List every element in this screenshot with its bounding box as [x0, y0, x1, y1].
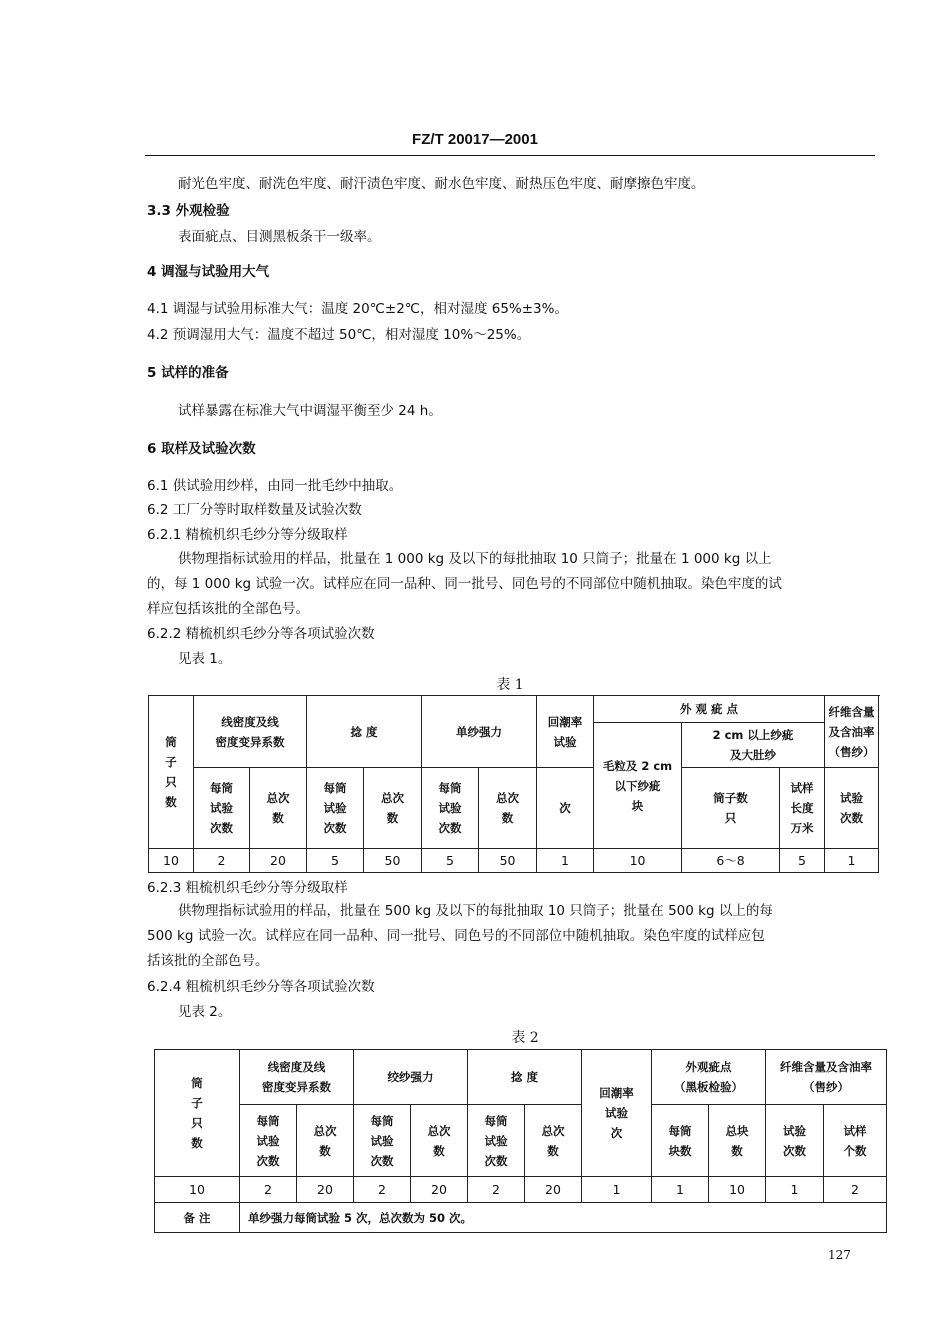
body-line: 供物理指标试验用的样品，批量在 1 000 kg 及以下的每批抽取 10 只筒子；批量在 1 000 kg 以上: [178, 551, 772, 567]
body-line: 6.2.2 精梳机织毛纱分等各项试验次数: [147, 626, 375, 642]
t1-head-per-tube: 每筒 试验 次数: [307, 768, 364, 849]
t2-note-label: 备 注: [155, 1203, 240, 1233]
body-line: 见表 2。: [178, 1004, 232, 1020]
body-line: 6.2.3 粗梳机织毛纱分等分级取样: [147, 880, 348, 896]
t1-head-small-defects: 毛粒及 2 cm 以下纱疵 块: [594, 723, 682, 849]
t1-head-per-tube: 每筒 试验 次数: [194, 768, 250, 849]
t1-head-fiber: 纤维含量 及含油率 （售纱）: [825, 696, 879, 768]
t1-cell: 1: [537, 849, 594, 873]
section-heading: 4 调湿与试验用大气: [147, 264, 270, 280]
t2-head-total: 总次 数: [411, 1105, 468, 1177]
t1-head-tube: 筒 子 只 数: [149, 696, 194, 849]
section-heading: 5 试样的准备: [147, 365, 229, 381]
t1-cell: 10: [594, 849, 682, 873]
t2-cell: 20: [525, 1177, 582, 1203]
body-line: 500 kg 试验一次。试样应在同一品种、同一批号、同色号的不同部位中随机抽取。染色牢度的试样应包: [147, 928, 765, 944]
table2: [154, 1049, 887, 1233]
t2-cell: 1: [766, 1177, 824, 1203]
t1-head-total: 总次 数: [364, 768, 422, 849]
t2-cell: 10: [155, 1177, 240, 1203]
t2-head-tests: 试验 次数: [766, 1105, 824, 1177]
body-line: 样应包括该批的全部色号。: [147, 601, 309, 617]
t2-cell: 20: [297, 1177, 354, 1203]
t2-cell: 20: [411, 1177, 468, 1203]
t1-cell: 10: [149, 849, 194, 873]
t2-head-per-tube: 每筒 试验 次数: [354, 1105, 411, 1177]
t1-head-total: 总次 数: [250, 768, 307, 849]
t2-head-density: 线密度及线 密度变异系数: [240, 1050, 354, 1105]
body-line: 6.2 工厂分等时取样数量及试验次数: [147, 502, 362, 518]
t2-head-total-blocks: 总块 数: [709, 1105, 766, 1177]
t1-head-defects: 外 观 疵 点: [594, 696, 825, 723]
body-line: 试样暴露在标准大气中调湿平衡至少 24 h。: [178, 403, 442, 419]
body-line: 供物理指标试验用的样品，批量在 500 kg 及以下的每批抽取 10 只筒子；批量在 500 kg 以上的每: [178, 903, 773, 919]
body-line: 括该批的全部色号。: [147, 953, 269, 969]
t2-head-regain: 回潮率 试验 次: [582, 1050, 652, 1177]
t1-cell: 50: [364, 849, 422, 873]
body-line: 6.1 供试验用纱样，由同一批毛纱中抽取。: [147, 478, 403, 494]
t1-cell: 5: [780, 849, 825, 873]
t2-cell: 2: [354, 1177, 411, 1203]
section-heading: 6 取样及试验次数: [147, 441, 256, 457]
t1-head-regain-unit: 次: [537, 768, 594, 849]
t1-cell: 1: [825, 849, 879, 873]
body-line: 的，每 1 000 kg 试验一次。试样应在同一品种、同一批号、同色号的不同部位中随机抽取。染色牢度的试: [147, 576, 782, 592]
t2-note: 单纱强力每筒试验 5 次，总次数为 50 次。: [240, 1203, 887, 1233]
t1-head-per-tube: 每筒 试验 次数: [422, 768, 479, 849]
t1-head-total: 总次 数: [479, 768, 537, 849]
table1: [148, 695, 879, 873]
t2-cell: 2: [824, 1177, 887, 1203]
t2-head-total: 总次 数: [297, 1105, 354, 1177]
t2-head-samples: 试样 个数: [824, 1105, 887, 1177]
t1-head-regain: 回潮率 试验: [537, 696, 594, 768]
t2-cell: 10: [709, 1177, 766, 1203]
body-line: 6.2.4 粗梳机织毛纱分等各项试验次数: [147, 979, 375, 995]
t1-cell: 2: [194, 849, 250, 873]
t1-head-twist: 捻 度: [307, 696, 422, 768]
t2-cell: 2: [468, 1177, 525, 1203]
table2-caption: 表 2: [511, 1030, 539, 1046]
header-rule: [145, 155, 875, 156]
t1-cell: 5: [307, 849, 364, 873]
t2-head-defects: 外观疵点 （黑板检验）: [652, 1050, 766, 1105]
t2-head-tube: 筒 子 只 数: [155, 1050, 240, 1177]
t2-head-strength: 绞纱强力: [354, 1050, 468, 1105]
page-number: 127: [828, 1248, 851, 1262]
t1-head-density: 线密度及线 密度变异系数: [194, 696, 307, 768]
t2-head-per-tube: 每筒 试验 次数: [240, 1105, 297, 1177]
t2-head-blocks: 每筒 块数: [652, 1105, 709, 1177]
standard-code: FZ/T 20017—2001: [412, 131, 538, 148]
t1-head-tubes-count: 筒子数 只: [682, 768, 780, 849]
t2-cell: 1: [652, 1177, 709, 1203]
t2-head-twist: 捻 度: [468, 1050, 582, 1105]
t1-cell: 6～8: [682, 849, 780, 873]
body-line: 耐光色牢度、耐洗色牢度、耐汗渍色牢度、耐水色牢度、耐热压色牢度、耐摩擦色牢度。: [178, 176, 705, 192]
t1-cell: 5: [422, 849, 479, 873]
body-line: 表面疵点、目测黑板条干一级率。: [178, 229, 381, 245]
t1-cell: 50: [479, 849, 537, 873]
t1-cell: 20: [250, 849, 307, 873]
section-heading: 3.3 外观检验: [147, 203, 230, 219]
body-line: 见表 1。: [178, 651, 232, 667]
t1-head-length: 试样 长度 万米: [780, 768, 825, 849]
body-line: 4.1 调湿与试验用标准大气：温度 20℃±2℃，相对湿度 65%±3%。: [147, 301, 568, 317]
t2-head-total: 总次 数: [525, 1105, 582, 1177]
table1-caption: 表 1: [496, 677, 524, 693]
t2-head-fiber: 纤维含量及含油率 （售纱）: [766, 1050, 887, 1105]
t2-head-per-tube: 每筒 试验 次数: [468, 1105, 525, 1177]
t1-head-strength: 单纱强力: [422, 696, 537, 768]
t1-head-large-defects: 2 cm 以上纱疵 及大肚纱: [682, 723, 825, 768]
t2-cell: 1: [582, 1177, 652, 1203]
body-line: 4.2 预调湿用大气：温度不超过 50℃，相对湿度 10%～25%。: [147, 327, 531, 343]
body-line: 6.2.1 精梳机织毛纱分等分级取样: [147, 527, 348, 543]
t2-cell: 2: [240, 1177, 297, 1203]
t1-head-tests: 试验 次数: [825, 768, 879, 849]
